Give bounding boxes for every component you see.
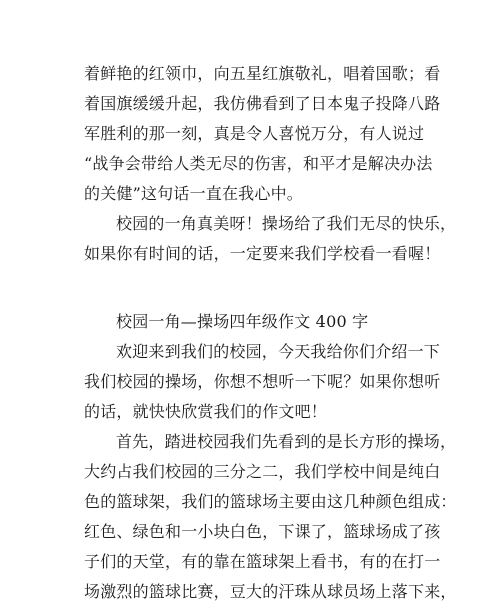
- paragraph-line: 如果你有时间的话，一定要来我们学校看一看喔！: [84, 244, 441, 263]
- paragraph-line: 校园的一角真美呀！操场给了我们无尽的快乐，: [116, 214, 457, 233]
- paragraph-line: 色的篮球架，我们的篮球场主要由这几种颜色组成：: [84, 492, 457, 511]
- paragraph-line: 的话，就快快欣赏我们的作文吧！: [84, 402, 328, 421]
- article-title: 校园一角—操场四年级作文 400 字: [116, 312, 369, 331]
- paragraph-line: 大约占我们校园的三分之二，我们学校中间是纯白: [84, 462, 441, 481]
- paragraph-line: 欢迎来到我们的校园，今天我给你们介绍一下: [116, 342, 441, 361]
- paragraph-line: 我们校园的操场，你想不想听一下呢？如果你想听: [84, 372, 441, 391]
- paragraph-line: 着鲜艳的红领巾，向五星红旗敬礼，唱着国歌；看: [84, 64, 441, 83]
- paragraph-line: 红色、绿色和一小块白色，下课了，篮球场成了孩: [84, 522, 441, 541]
- paragraph-line: 的关健”这句话一直在我心中。: [84, 184, 303, 203]
- paragraph-line: “战争会带给人类无尽的伤害，和平才是解决办法: [84, 154, 433, 173]
- paragraph-line: 首先，踏进校园我们先看到的是长方形的操场，: [116, 432, 457, 451]
- paragraph-line: 军胜利的那一刻，真是令人喜悦万分，有人说过: [84, 124, 425, 143]
- paragraph-line: 着国旗缓缓升起，我仿佛看到了日本鬼子投降八路: [84, 94, 441, 113]
- paragraph-line: 场激烈的篮球比赛，豆大的汗珠从球员场上落下来，: [84, 582, 457, 601]
- paragraph-line: 子们的天堂，有的靠在篮球架上看书，有的在打一: [84, 552, 441, 571]
